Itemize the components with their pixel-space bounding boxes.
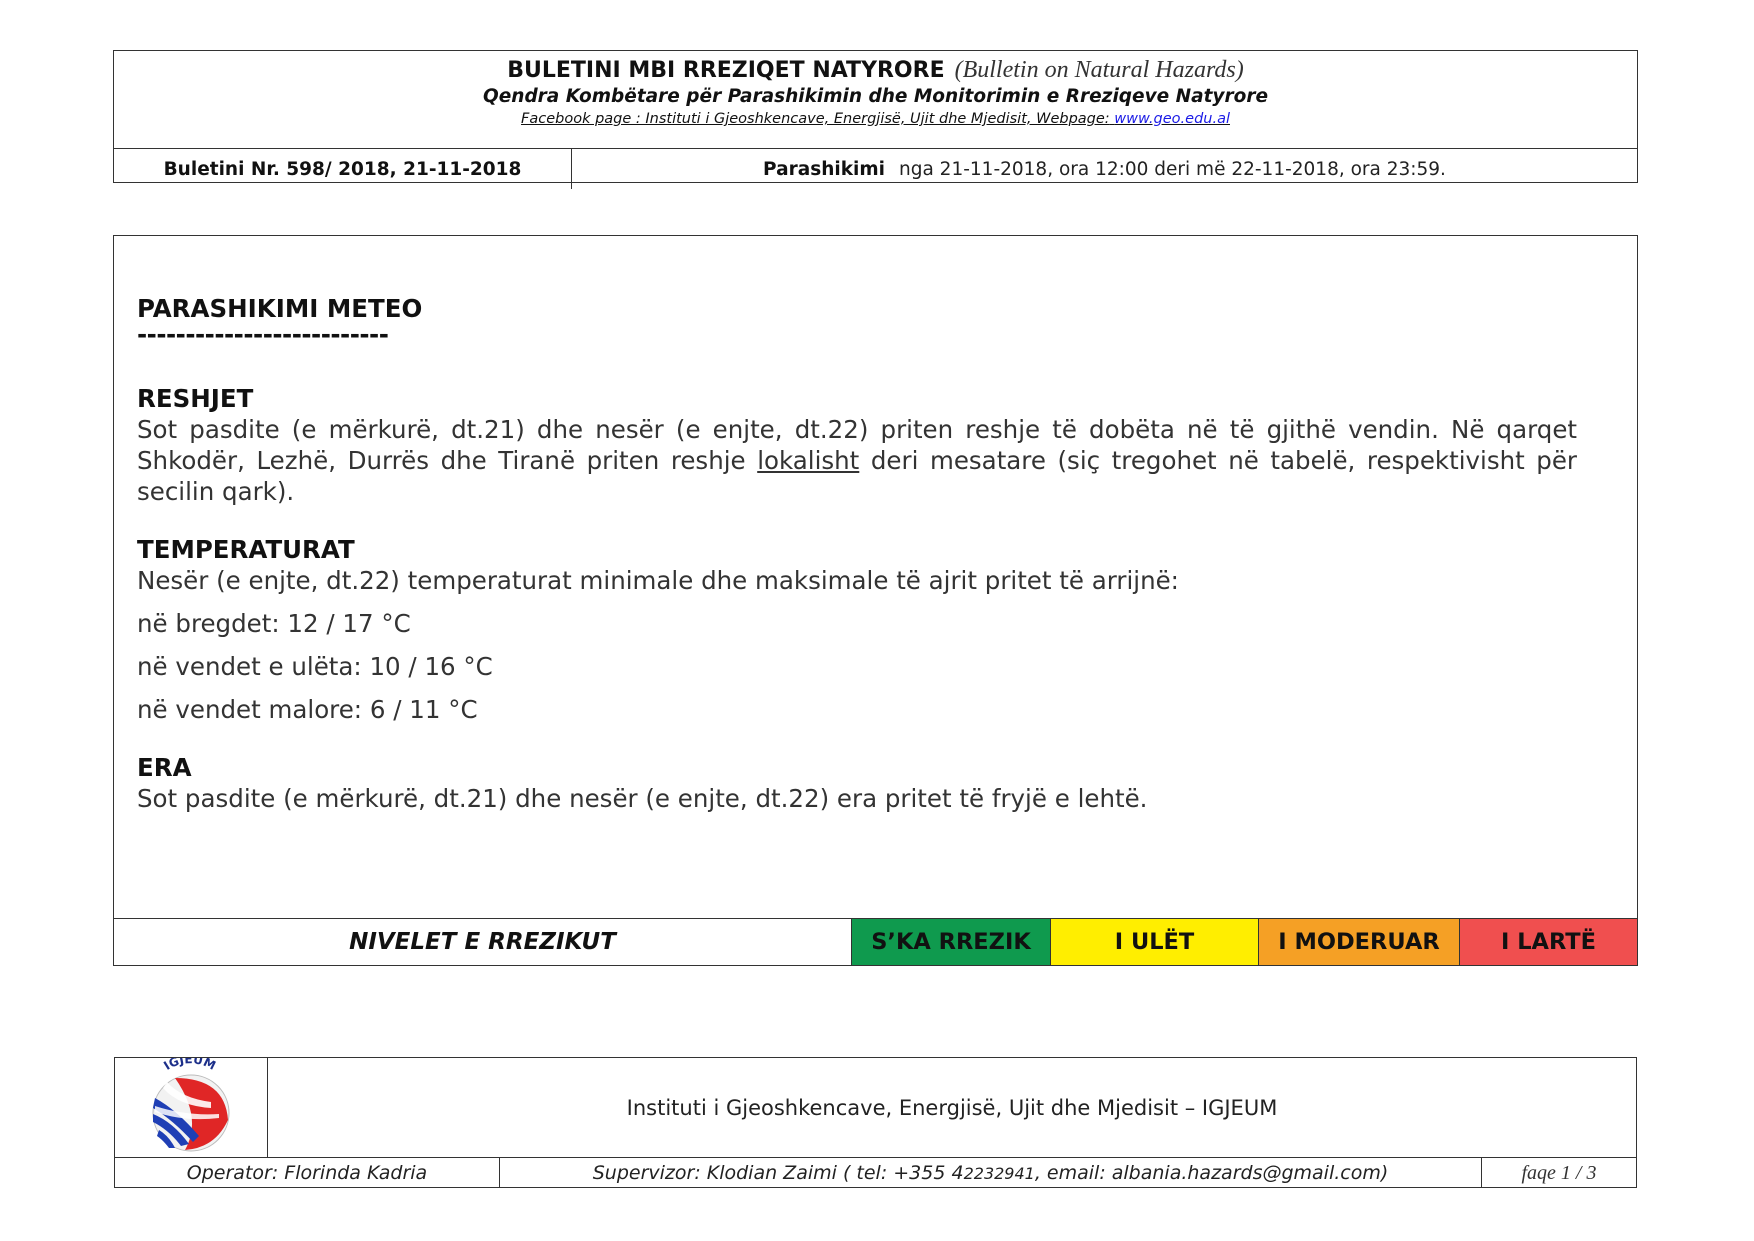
footer-institute-row (115, 1058, 1636, 1158)
header-title-block (114, 56, 1637, 149)
globe-logo-icon (115, 1058, 265, 1156)
risk-levels-bar (114, 918, 1637, 965)
header-title-english: (Bulletin on Natural Hazards) (954, 57, 1244, 83)
risk-levels-label: NIVELET E RREZIKUT (349, 929, 616, 955)
risk-level-moderate: I MODERUAR (1258, 919, 1459, 965)
risk-level-high: I LARTË (1459, 919, 1637, 965)
igjeum-logo (115, 1058, 268, 1157)
bulletin-header (113, 50, 1638, 183)
meteo-title-underline: -------------------------- (137, 320, 389, 349)
forecast-label: Parashikimi (763, 158, 885, 180)
temp-mountain: në vendet malore: 6 / 11 °C (137, 695, 478, 724)
forecast-period-cell (572, 149, 1637, 189)
risk-level-none: S’KA RREZIK (851, 919, 1050, 965)
svg-text:IGJEUM (161, 1058, 218, 1073)
webpage-link[interactable]: www.geo.edu.al (1114, 111, 1230, 127)
precip-title: RESHJET (137, 384, 254, 413)
bulletin-number: Buletini Nr. 598/ 2018, 21-11-2018 (114, 149, 572, 189)
header-title-line (114, 56, 1637, 85)
precip-text-part-1: Sot pasdite (e mërkurë, dt.21) dhe nesër (e enjte, dt.22) priten reshje të dobëta në të gjithë vendin. Në qarqet Shkodër, Lezhë, Durrës dhe Tiranë priten reshje (137, 415, 1577, 475)
forecast-period: nga 21-11-2018, ora 12:00 deri më 22-11-2018, ora 23:59. (899, 158, 1446, 180)
supervisor-text-b: , email: albania.hazards@gmail.com) (1034, 1162, 1389, 1184)
supervisor-contact (500, 1158, 1482, 1188)
meteo-title: PARASHIKIMI METEO (137, 294, 423, 323)
footer-contact-row (115, 1158, 1636, 1188)
temp-intro: Nesër (e enjte, dt.22) temperaturat minimale dhe maksimale të ajrit pritet të arrijnë: (137, 566, 1179, 595)
forecast-box (113, 235, 1638, 966)
forecast-content (137, 294, 1577, 814)
wind-text: Sot pasdite (e mërkurë, dt.21) dhe nesër (e enjte, dt.22) era pritet të fryjë e lehtë. (137, 784, 1148, 813)
temp-title: TEMPERATURAT (137, 535, 355, 564)
precip-text-part-2: deri mesatare (siç tregohet në tabelë, respektivisht për secilin qark). (137, 446, 1577, 506)
precip-underlined-word: lokalisht (757, 446, 860, 475)
page-number: faqe 1 / 3 (1521, 1161, 1597, 1184)
precip-text (137, 414, 1577, 507)
bulletin-footer (114, 1057, 1637, 1188)
temp-coast: në bregdet: 12 / 17 °C (137, 609, 411, 638)
wind-title: ERA (137, 753, 192, 782)
supervisor-text-a: Supervizor: Klodian Zaimi ( tel: +355 4 (592, 1162, 964, 1184)
operator-name: Operator: Florinda Kadria (115, 1158, 500, 1188)
header-subtitle: Qendra Kombëtare për Parashikimin dhe Monitorimin e Rreziqeve Natyrore (483, 86, 1268, 107)
header-info-row (114, 149, 1637, 189)
logo-text: IGJEUM (161, 1058, 219, 1073)
risk-level-low: I ULËT (1050, 919, 1258, 965)
facebook-page-text: Facebook page : Instituti i Gjeoshkencave, Energjisë, Ujit dhe Mjedisit, Webpage: (521, 111, 1110, 127)
supervisor-phone: 2232941 (963, 1163, 1035, 1183)
header-title: BULETINI MBI RREZIQET NATYRORE (507, 58, 945, 83)
temp-lowland: në vendet e ulëta: 10 / 16 °C (137, 652, 493, 681)
institute-name: Instituti i Gjeoshkencave, Energjisë, Ujit dhe Mjedisit – IGJEUM (626, 1095, 1278, 1120)
header-links-line (114, 109, 1637, 129)
